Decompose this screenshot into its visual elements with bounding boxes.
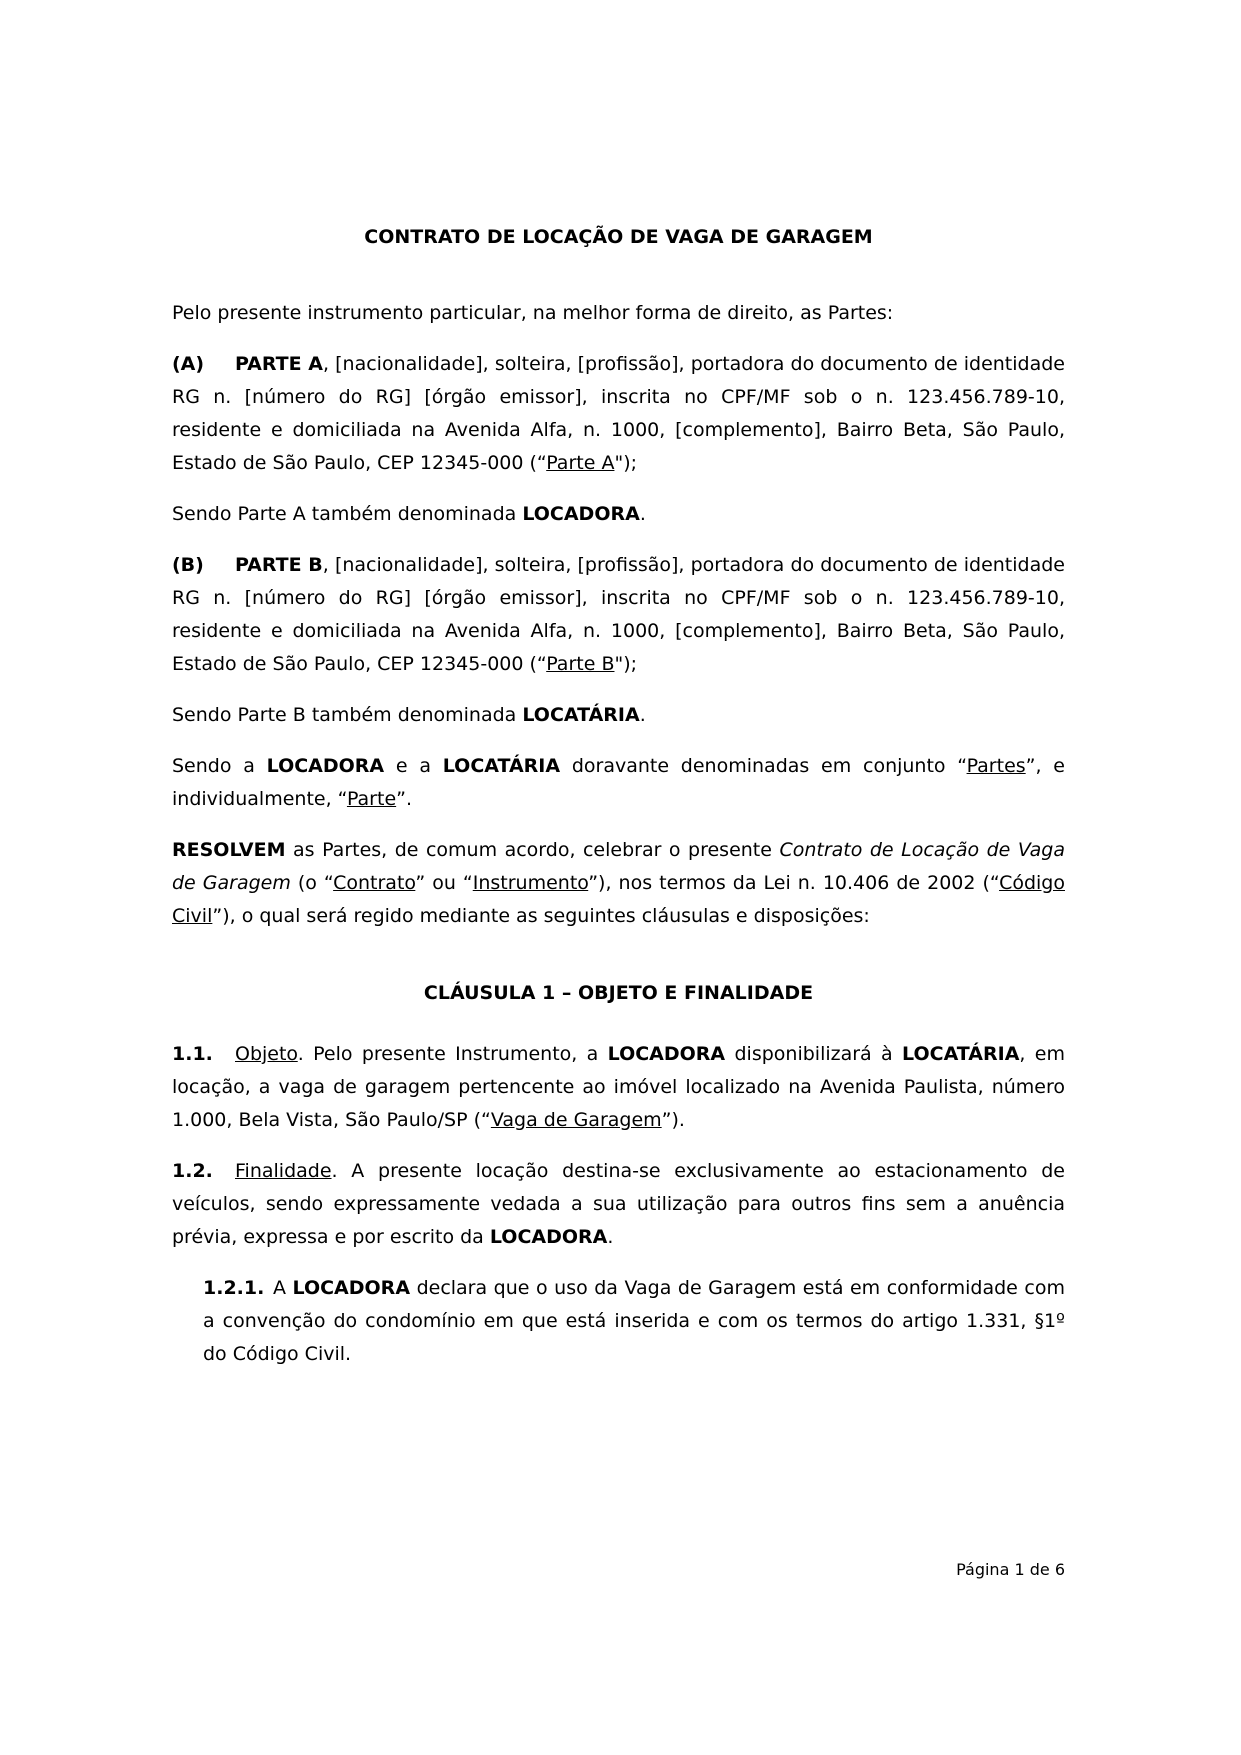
paragraph-resolvem xyxy=(172,834,1065,933)
document-title: CONTRATO DE LOCAÇÃO DE VAGA DE GARAGEM xyxy=(364,226,873,248)
paragraph-1-2-1 xyxy=(203,1272,1065,1371)
paragraph-intro xyxy=(172,297,1065,330)
paragraph-sendo-parte-b xyxy=(172,699,1065,732)
paragraph-1-1-label: 1.1. xyxy=(172,1043,213,1065)
paragraph-partes-conjunto xyxy=(172,750,1065,816)
paragraph-1-2-text: Finalidade. A presente locação destina-se exclusivamente ao estacionamento de veículos, sendo expressamente vedada a sua utilização para outros fins sem a anuência prévia, expressa e por escrito da LOCADORA. xyxy=(172,1160,1065,1248)
paragraph-partes-conjunto-text: Sendo a LOCADORA e a LOCATÁRIA doravante denominadas em conjunto “Partes”, e individualmente, “Parte”. xyxy=(172,755,1065,810)
paragraph-sendo-parte-b-text: Sendo Parte B também denominada LOCATÁRIA. xyxy=(172,704,646,726)
paragraph-1-2-label: 1.2. xyxy=(172,1160,213,1182)
paragraph-parte-a-label: (A) xyxy=(172,353,205,375)
clause-1-heading: CLÁUSULA 1 – OBJETO E FINALIDADE xyxy=(423,982,814,1004)
paragraph-1-2-1-label: 1.2.1. xyxy=(203,1277,265,1299)
paragraph-parte-b xyxy=(172,549,1065,681)
paragraph-sendo-parte-a-text: Sendo Parte A também denominada LOCADORA. xyxy=(172,503,646,525)
paragraph-1-2-1-text: A LOCADORA declara que o uso da Vaga de Garagem está em conformidade com a convenção do condomínio em que está inserida e com os termos do artigo 1.331, §1º do Código Civil. xyxy=(203,1277,1065,1365)
paragraph-parte-b-text: PARTE B, [nacionalidade], solteira, [profissão], portadora do documento de identidade RG n. [número do RG] [órgão emissor], inscrita no CPF/MF sob o n. 123.456.789-10, residente e domiciliada na Avenida Alfa, n. 1000, [complemento], Bairro Beta, São Paulo, Estado de São Paulo, CEP 12345-000 (“Parte B"); xyxy=(172,554,1065,675)
paragraph-1-1 xyxy=(172,1038,1065,1137)
page-number: Página 1 de 6 xyxy=(956,1560,1065,1579)
paragraph-intro-text: Pelo presente instrumento particular, na melhor forma de direito, as Partes: xyxy=(172,302,894,324)
paragraph-resolvem-text: RESOLVEM as Partes, de comum acordo, celebrar o presente Contrato de Locação de Vaga de Garagem (o “Contrato” ou “Instrumento”), nos termos da Lei n. 10.406 de 2002 (“Código Civil”), o qual será regido mediante as seguintes cláusulas e disposições: xyxy=(172,839,1065,927)
paragraph-1-1-text: Objeto. Pelo presente Instrumento, a LOCADORA disponibilizará à LOCATÁRIA, em locação, a vaga de garagem pertencente ao imóvel localizado na Avenida Paulista, número 1.000, Bela Vista, São Paulo/SP (“Vaga de Garagem”). xyxy=(172,1043,1065,1131)
paragraph-1-2 xyxy=(172,1155,1065,1254)
paragraph-sendo-parte-a xyxy=(172,498,1065,531)
paragraph-parte-b-label: (B) xyxy=(172,554,204,576)
paragraph-parte-a-text: PARTE A, [nacionalidade], solteira, [profissão], portadora do documento de identidade RG n. [número do RG] [órgão emissor], inscrita no CPF/MF sob o n. 123.456.789-10, residente e domiciliada na Avenida Alfa, n. 1000, [complemento], Bairro Beta, São Paulo, Estado de São Paulo, CEP 12345-000 (“Parte A"); xyxy=(172,353,1065,474)
paragraph-parte-a xyxy=(172,348,1065,480)
